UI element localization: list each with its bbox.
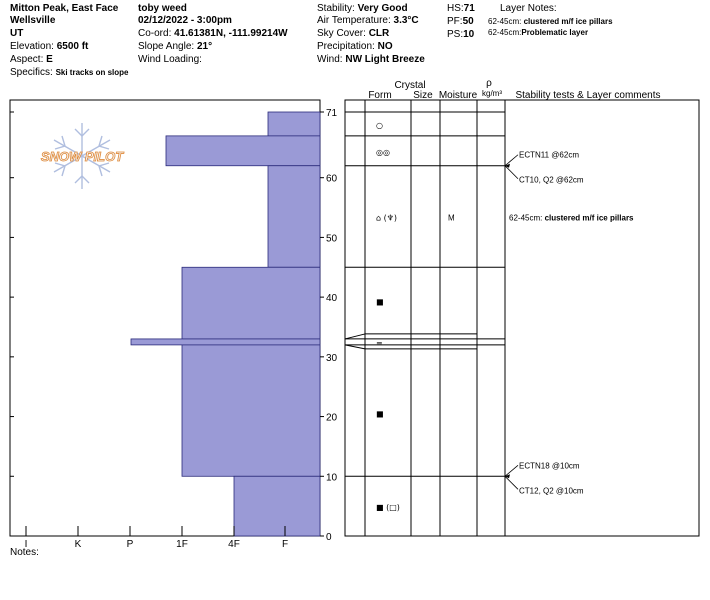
stability-test-pointer bbox=[505, 465, 518, 476]
grid-header-comments: Stability tests & Layer comments bbox=[515, 90, 661, 101]
crystal-form-symbol: ■ bbox=[376, 297, 384, 307]
stability-test-label: CT12, Q2 @10cm bbox=[519, 486, 584, 496]
layer-note-text: Problematic layer bbox=[521, 28, 589, 37]
stability-test-arrowhead bbox=[505, 164, 510, 168]
precip-label: Precipitation: bbox=[317, 41, 375, 52]
wind-value: NW Light Breeze bbox=[345, 54, 425, 65]
sky-label: Sky Cover: bbox=[317, 28, 366, 39]
y-tick-label: 30 bbox=[326, 352, 338, 364]
pf-value: 50 bbox=[462, 16, 474, 27]
connector-line bbox=[345, 334, 365, 339]
y-tick-label: 50 bbox=[326, 233, 338, 245]
slope-value: 21° bbox=[196, 41, 213, 52]
hardness-bar bbox=[234, 476, 320, 536]
hardness-bar bbox=[182, 267, 320, 339]
pf-label: PF: bbox=[447, 16, 463, 27]
x-tick-label: P bbox=[126, 539, 134, 550]
y-tick-label: 40 bbox=[326, 293, 338, 305]
stability-value: Very Good bbox=[357, 3, 408, 14]
stability-test-label: ECTN18 @10cm bbox=[519, 461, 580, 471]
crystal-form-symbol: = bbox=[376, 338, 383, 348]
y-tick-label: 0 bbox=[326, 532, 332, 543]
stability-test-pointer bbox=[505, 166, 518, 179]
aspect-label: Aspect: bbox=[10, 54, 44, 65]
state: UT bbox=[10, 28, 24, 39]
hardness-bar bbox=[268, 112, 320, 136]
stability-test-label: ECTN11 @62cm bbox=[519, 150, 579, 160]
y-tick-label: 20 bbox=[326, 412, 338, 424]
grid-header-rho: ρ bbox=[486, 78, 492, 89]
wind-label: Wind: bbox=[317, 54, 343, 65]
layer-note-text: clustered m/f ice pillars bbox=[523, 17, 613, 26]
layer-comment-text: clustered m/f ice pillars bbox=[544, 213, 634, 223]
hardness-bar bbox=[182, 345, 320, 476]
air-temp-value: 3.3°C bbox=[393, 15, 419, 26]
coord-value: 41.61381N, -111.99214W bbox=[174, 28, 288, 39]
moisture-value: M bbox=[448, 213, 455, 223]
connector-line bbox=[345, 345, 365, 349]
datetime: 02/12/2022 - 3:00pm bbox=[138, 15, 232, 26]
specifics-label: Specifics: bbox=[10, 67, 53, 78]
region: Wellsville bbox=[10, 15, 56, 26]
slope-label: Slope Angle: bbox=[138, 41, 195, 52]
aspect-value: E bbox=[46, 54, 53, 65]
y-tick-label: 71 bbox=[326, 108, 338, 119]
sky-value: CLR bbox=[368, 28, 390, 39]
crystal-form-symbol: ⌂ (♆) bbox=[376, 213, 398, 223]
grid-header-crystal: Crystal bbox=[394, 80, 426, 91]
grid-header-form: Form bbox=[368, 90, 392, 101]
crystal-form-symbol: ■ (□) bbox=[376, 503, 400, 513]
grid-header-density-unit: kg/m³ bbox=[482, 89, 502, 98]
snowpilot-logo-text: SNOW PILOT bbox=[40, 149, 124, 164]
wind-loading-label: Wind Loading: bbox=[138, 54, 202, 65]
x-tick-label: K bbox=[74, 539, 82, 550]
hs-value: 71 bbox=[463, 3, 475, 14]
y-tick-label: 10 bbox=[326, 472, 338, 484]
layer-note-range: 62-45cm: bbox=[488, 28, 522, 37]
crystal-form-symbol: ○ bbox=[376, 120, 383, 130]
air-temp-label: Air Temperature: bbox=[317, 15, 391, 26]
grid-header-size: Size bbox=[413, 90, 433, 101]
hardness-bar bbox=[166, 136, 320, 166]
y-tick-label: 60 bbox=[326, 173, 338, 185]
x-tick-label: I bbox=[24, 539, 28, 550]
crystal-form-symbol: ■ bbox=[376, 409, 384, 419]
crystal-form-symbol: ◎◎ bbox=[376, 147, 390, 157]
x-tick-label: 1F bbox=[176, 539, 188, 550]
observer: toby weed bbox=[138, 3, 187, 14]
hardness-bar bbox=[268, 166, 320, 268]
hardness-bar bbox=[131, 339, 320, 345]
ps-label: PS: bbox=[447, 29, 464, 40]
notes-label: Notes: bbox=[10, 547, 39, 558]
grid-header-moisture: Moisture bbox=[438, 90, 478, 101]
stability-test-pointer bbox=[505, 476, 518, 489]
x-tick-label: F bbox=[281, 539, 289, 550]
elevation-label: Elevation: bbox=[10, 41, 54, 52]
stability-label: Stability: bbox=[317, 3, 355, 14]
layer-comment bbox=[509, 214, 634, 223]
specifics-value: Ski tracks on slope bbox=[55, 68, 129, 77]
stability-test-arrowhead bbox=[505, 474, 510, 478]
x-tick-label: 4F bbox=[228, 539, 240, 550]
stability-test-label: CT10, Q2 @62cm bbox=[519, 175, 584, 185]
hs-label: HS: bbox=[447, 3, 464, 14]
layer-note-range: 62-45cm: bbox=[488, 17, 522, 26]
elevation-value: 6500 ft bbox=[56, 41, 89, 52]
stability-test-pointer bbox=[505, 155, 518, 166]
layer-notes-title: Layer Notes: bbox=[500, 3, 557, 14]
location: Mitton Peak, East Face bbox=[10, 3, 119, 14]
precip-value: NO bbox=[377, 41, 393, 52]
layer-comment-range: 62-45cm: bbox=[509, 213, 545, 223]
coord-label: Co-ord: bbox=[138, 28, 172, 39]
ps-value: 10 bbox=[463, 29, 475, 40]
